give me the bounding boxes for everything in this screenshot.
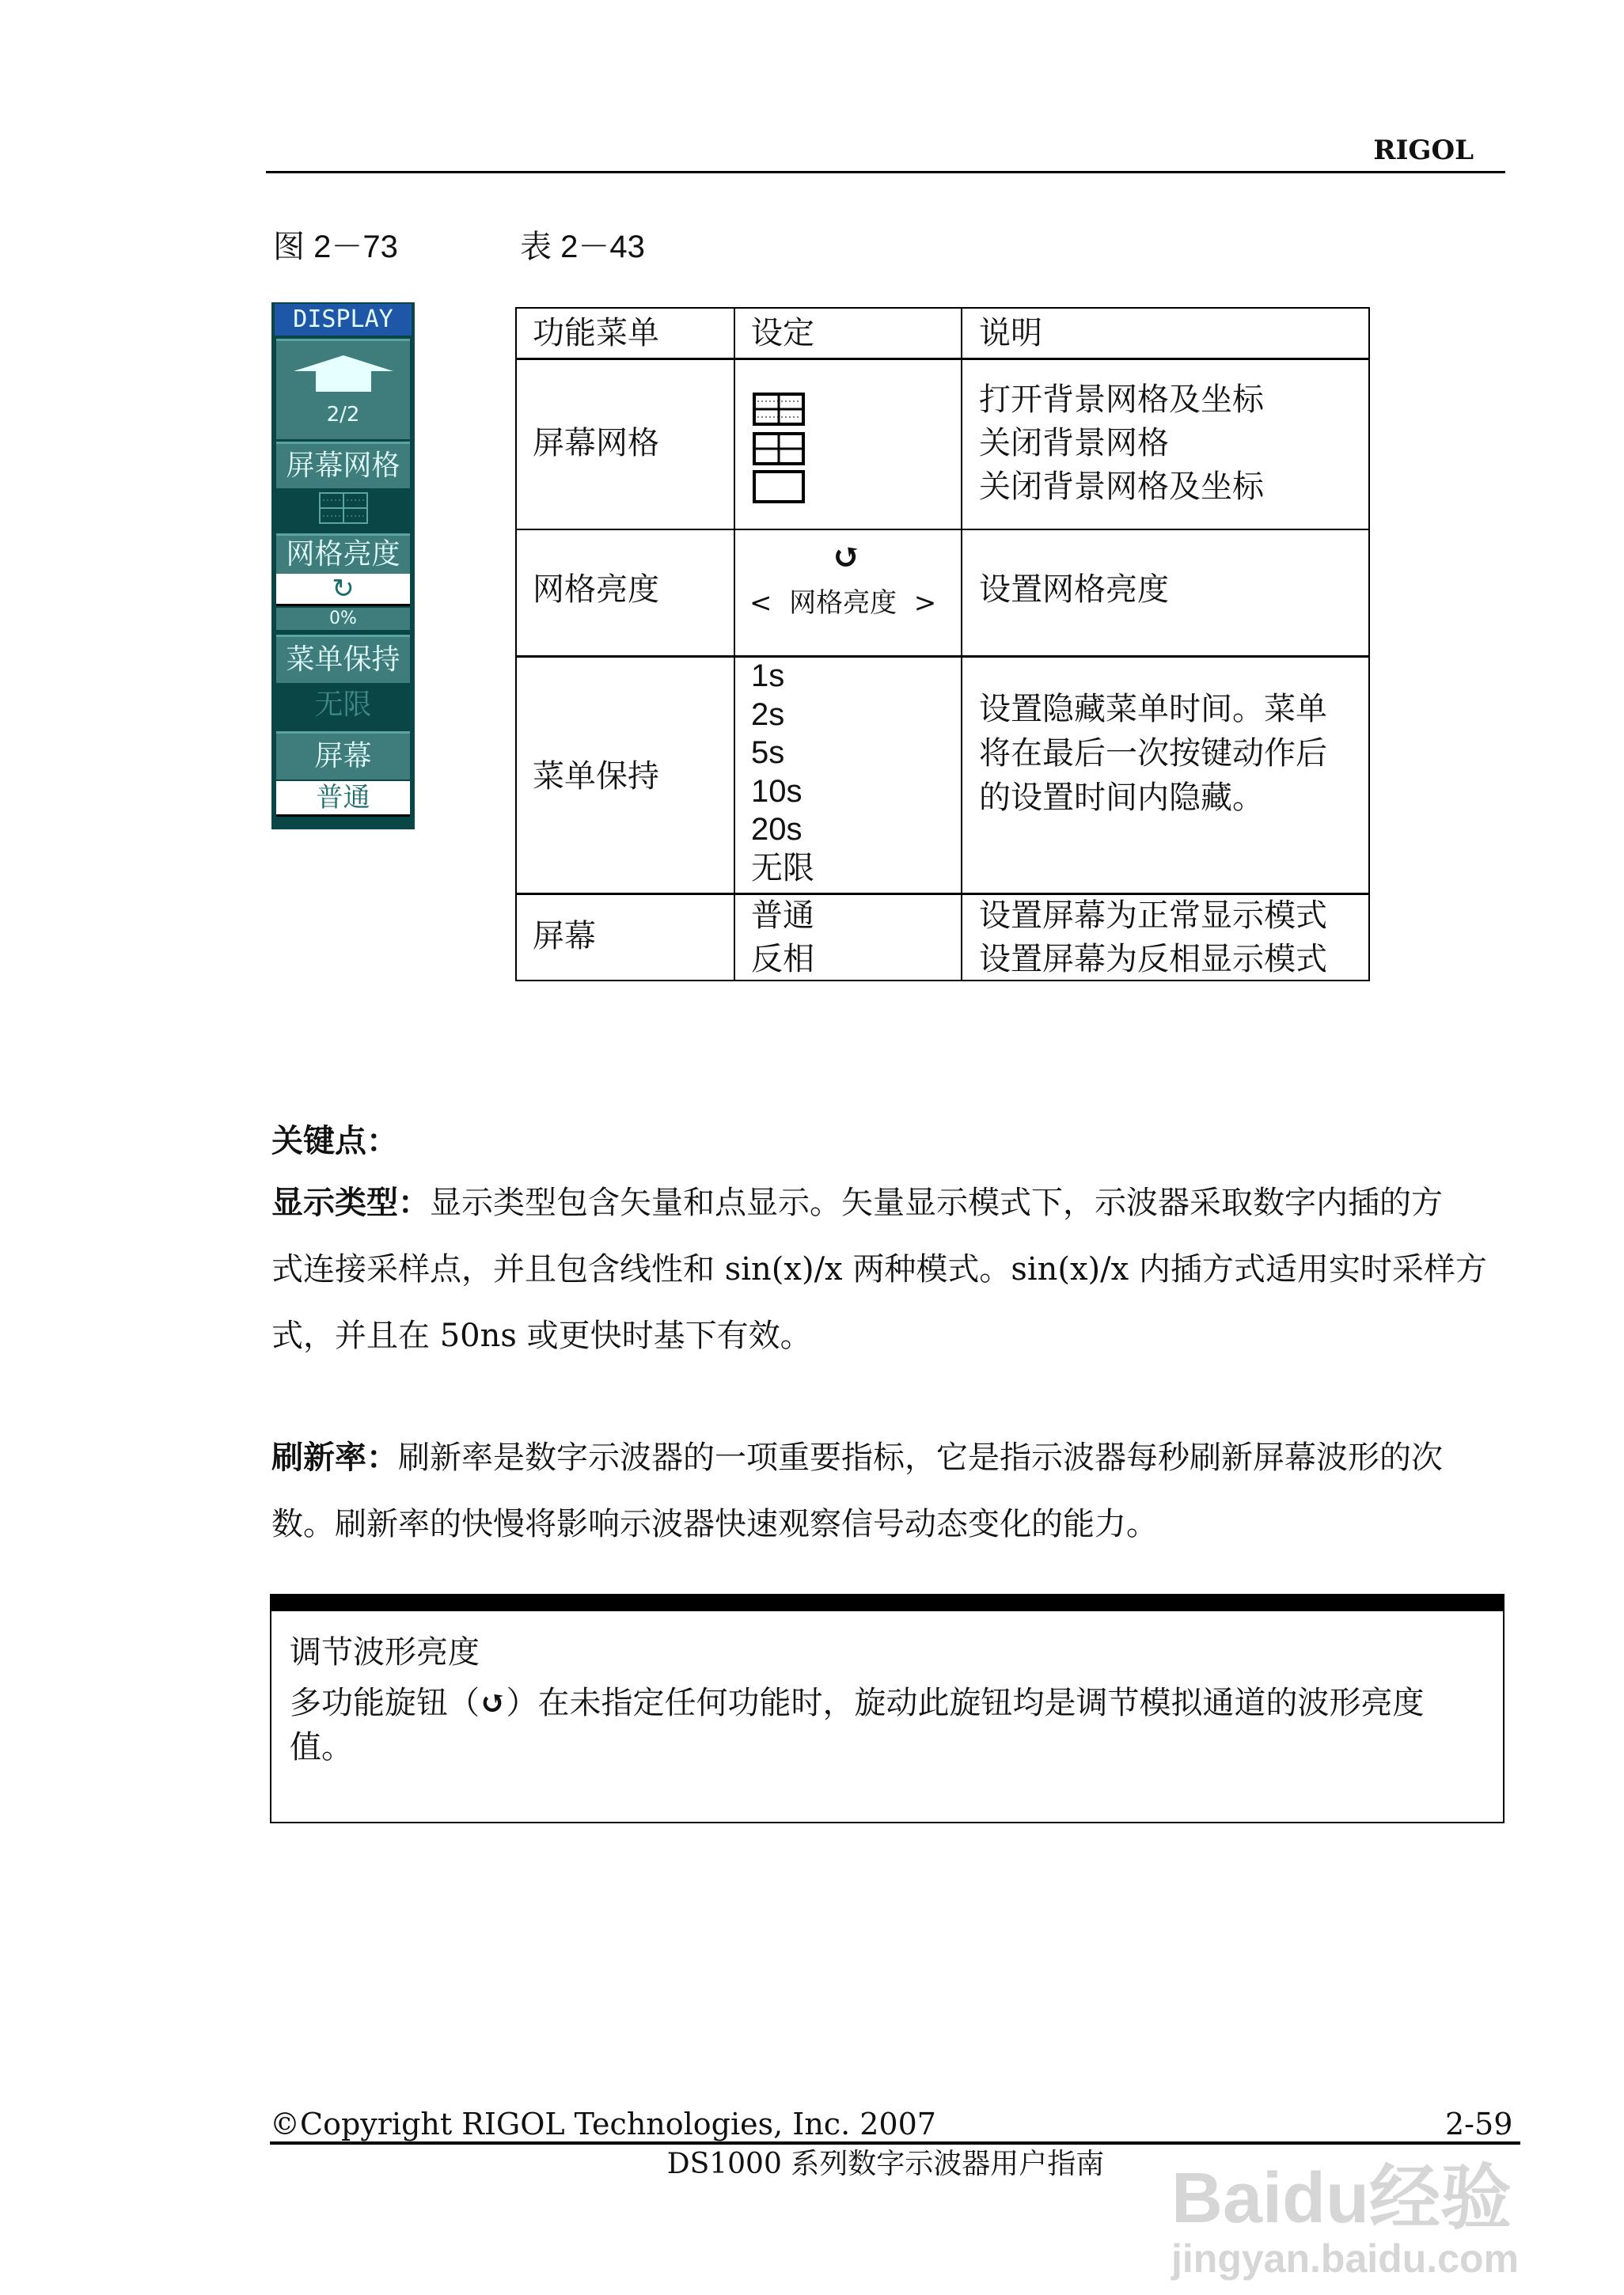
baidu-watermark: Baidu经验 jingyan.baidu.com [1171,2159,1519,2281]
row-menu: 屏幕网格 [533,425,659,461]
header-setting: 设定 [751,315,814,351]
row-desc: 设置网格亮度 [979,571,1169,608]
rotate-knob-icon: ↺ [832,537,861,577]
keypoints-heading: 关键点： [271,1122,398,1159]
header-description: 说明 [979,315,1042,351]
menu-item-screen[interactable]: 屏幕 [276,731,410,780]
settings-table [515,307,1370,981]
table-caption: 表 2－43 [520,230,645,264]
screen-value: 普通 [276,781,410,817]
grid-off-icon [753,470,805,503]
menu-title: DISPLAY [275,304,412,336]
row-desc: 设置隐藏菜单时间。菜单 将在最后一次按键动作后 的设置时间内隐藏。 [979,691,1327,816]
copyright: ©Copyright RIGOL Technologies, Inc. 2007 [270,2107,936,2141]
page-up-button[interactable] [276,339,410,439]
rotate-knob-icon: ↻ [276,574,410,606]
display-type-paragraph: 显示类型：显示类型包含矢量和点显示。矢量显示模式下，示波器采取数字内插的方 式连接采样点，并且包含线性和 sin(x)/x 两种模式。sin(x)/x 内插方式适用实时采样方 式，并且在 50ns 或更快时基下有效。 [271,1184,1487,1354]
row-menu: 菜单保持 [533,758,659,795]
note-text: 多功能旋钮（↺）在未指定任何功能时，旋动此旋钮均是调节模拟通道的波形亮度 值。 [290,1684,1425,1766]
refresh-rate-paragraph: 刷新率：刷新率是数字示波器的一项重要指标，它是指示波器每秒刷新屏幕波形的次 数。刷新率的快慢将影响示波器快速观察信号动态变化的能力。 [271,1439,1443,1542]
grid-brightness-value: 0% [276,608,410,630]
row-desc: 设置屏幕为正常显示模式 设置屏幕为反相显示模式 [979,897,1327,977]
footer-rule [270,2141,1520,2145]
row-desc: 打开背景网格及坐标 关闭背景网格 关闭背景网格及坐标 [979,381,1264,505]
header-rule [266,171,1505,173]
header-menu: 功能菜单 [533,315,659,351]
menu-hold-value: 无限 [314,688,372,721]
rotate-knob-icon: ↺ [480,1684,507,1721]
grid-full-icon [276,491,410,525]
menu-item-menu-hold[interactable]: 菜单保持 [276,635,410,683]
figure-caption: 图 2－73 [273,230,398,264]
note-title: 调节波形亮度 [290,1634,480,1671]
grid-brightness-setting: < 网格亮度 > [749,587,937,619]
row-menu: 网格亮度 [533,571,659,608]
screen-options: 普通 反相 [751,897,814,977]
brand-header: RIGOL [1373,135,1474,166]
arrow-up-icon [292,354,395,393]
footer-subtitle: DS1000 系列数字示波器用户指南 [666,2148,1105,2180]
menu-item-grid-brightness[interactable]: 网格亮度 [276,533,410,574]
menu-hold-options: 1s 2s 5s 10s 20s 无限 [751,658,814,886]
page-number: 2-59 [1445,2107,1513,2141]
display-menu-panel [271,302,415,829]
grid-with-axes-icon [753,393,805,426]
page-indicator: 2/2 [326,403,360,427]
grid-plain-icon [753,432,805,465]
row-menu: 屏幕 [533,918,596,954]
menu-item-screen-grid[interactable]: 屏幕网格 [276,442,410,488]
